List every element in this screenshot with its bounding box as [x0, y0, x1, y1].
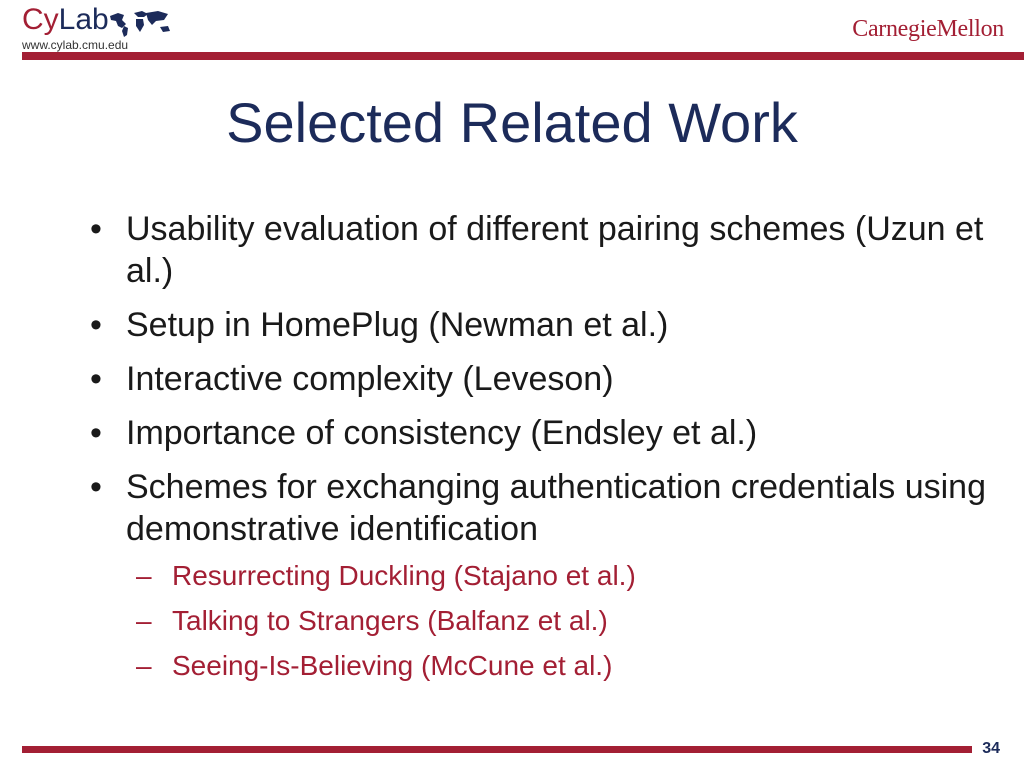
dash-glyph: –	[136, 650, 152, 681]
bullet-glyph: •	[90, 210, 102, 248]
cylab-logo-lab: Lab	[58, 3, 109, 36]
cylab-logo-text	[22, 4, 109, 36]
footer-rule	[22, 746, 972, 753]
bullet-text: Setup in HomePlug (Newman et al.)	[126, 306, 669, 344]
bullet-item	[90, 208, 990, 292]
bullet-list	[90, 208, 990, 696]
slide-title: Selected Related Work	[226, 91, 798, 154]
cylab-url: www.cylab.cmu.edu	[22, 38, 129, 52]
cylab-logo-cy: Cy	[22, 3, 59, 36]
sub-bullet-item	[136, 558, 990, 594]
page-number: 34	[982, 740, 1000, 757]
sub-bullet-text: Seeing-Is-Believing (McCune et al.)	[172, 650, 613, 681]
bullet-item	[90, 412, 990, 454]
world-map-icon	[108, 8, 174, 38]
dash-glyph: –	[136, 605, 152, 636]
carnegie-mellon-logo: CarnegieMellon	[852, 16, 1004, 42]
sub-bullet-list	[136, 558, 990, 684]
sub-bullet-item	[136, 648, 990, 684]
bullet-text: Interactive complexity (Leveson)	[126, 360, 614, 398]
header-rule	[22, 52, 1024, 60]
bullet-item	[90, 466, 990, 684]
sub-bullet-text: Talking to Strangers (Balfanz et al.)	[172, 605, 608, 636]
bullet-glyph: •	[90, 414, 102, 452]
bullet-text: Schemes for exchanging authentication credentials using demonstrative identification	[126, 468, 986, 548]
bullet-text: Usability evaluation of different pairing schemes (Uzun et al.)	[126, 210, 984, 290]
bullet-item	[90, 304, 990, 346]
sub-bullet-item	[136, 603, 990, 639]
bullet-item	[90, 358, 990, 400]
dash-glyph: –	[136, 560, 152, 591]
bullet-glyph: •	[90, 468, 102, 506]
sub-bullet-text: Resurrecting Duckling (Stajano et al.)	[172, 560, 636, 591]
bullet-text: Importance of consistency (Endsley et al.)	[126, 414, 758, 452]
cylab-logo	[22, 4, 182, 54]
bullet-glyph: •	[90, 306, 102, 344]
bullet-glyph: •	[90, 360, 102, 398]
